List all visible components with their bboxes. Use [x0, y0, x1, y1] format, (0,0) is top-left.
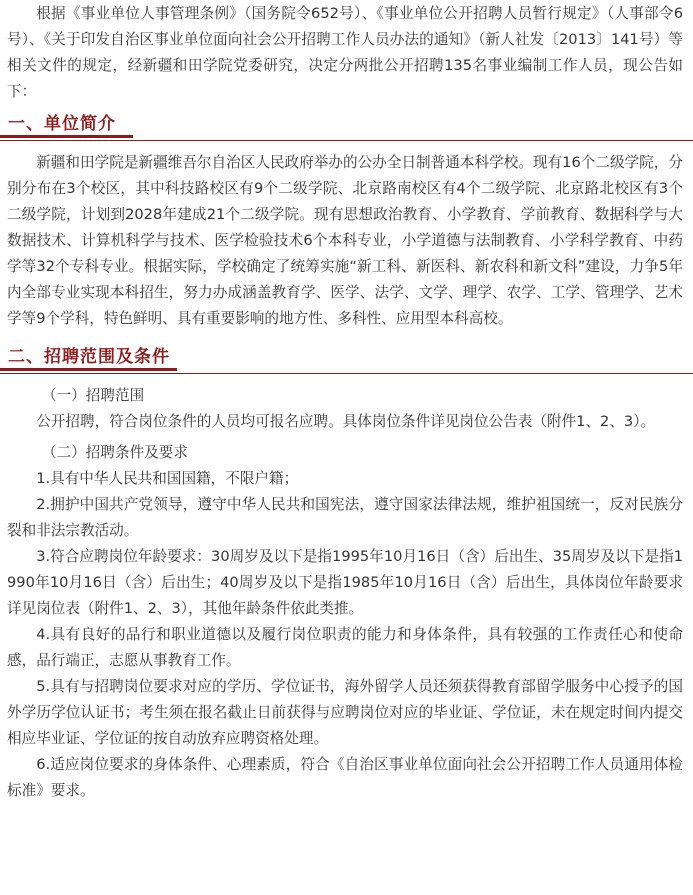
unit-intro-paragraph: 新疆和田学院是新疆维吾尔自治区人民政府举办的公办全日制普通本科学校。现有16个二级学院，分别分布在3个校区，其中科技路校区有9个二级学院、北京路南校区有4个二级学院、北京路北校区有3个二级学院，计划到2028年建成21个二级学院。现有思想政治教育、小学教育、学前教育、数据科学与大数据技术、计算机科学与技术、医学检验技术6个本科专业，小学道德与法制教育、小学科学教育、中药学等32个专科专业。根据实际，学校确定了统筹实施“新工科、新医科、新农科和新文科”建设，力争5年内全部专业实现本科招生，努力办成涵盖教育学、医学、法学、文学、理学、农学、工学、管理学、艺术学等9个学科，特色鲜明、具有重要影响的地方性、多科性、应用型本科高校。: [7, 154, 683, 327]
subsection-heading-conditions: （二）招聘条件及要求: [42, 444, 188, 461]
condition-item: 4.具有良好的品行和职业道德以及履行岗位职责的能力和身体条件，具有较强的工作责任心和使命感，品行端正，志愿从事教育工作。: [7, 626, 683, 669]
section-title-underline-bar: [0, 135, 133, 138]
intro-paragraph: 根据《事业单位人事管理条例》（国务院令652号）、《事业单位公开招聘人员暂行规定》（人事部令6号）、《关于印发自治区事业单位面向社会公开招聘工作人员办法的通知》（新人社发〔2013〕141号）等相关文件的规定，经新疆和田学院党委研究，决定分两批公开招聘135名事业编制工作人员，现公告如下：: [7, 5, 683, 100]
section-header-recruitment-scope: [0, 344, 693, 374]
section-title-unit-intro: 一、单位简介: [8, 114, 116, 134]
section-divider-rule: [0, 373, 693, 374]
condition-item: 5.具有与招聘岗位要求对应的学历、学位证书，海外留学人员还须获得教育部留学服务中心授予的国外学历学位认证书；考生须在报名截止日前获得与应聘岗位对应的毕业证、学位证，未在规定时间内提交相应毕业证、学位证的按自动放弃应聘资格处理。: [7, 678, 683, 747]
condition-item: 6.适应岗位要求的身体条件、心理素质，符合《自治区事业单位面向社会公开招聘工作人员通用体检标准》要求。: [7, 756, 683, 799]
condition-item: 1.具有中华人民共和国国籍，不限户籍；: [36, 470, 299, 487]
section-title-underline-bar: [0, 368, 177, 371]
section-divider-rule: [0, 140, 693, 141]
subsection-heading-scope: （一）招聘范围: [42, 387, 145, 404]
section-header-unit-intro: [0, 111, 693, 141]
scope-paragraph: 公开招聘，符合岗位条件的人员均可报名应聘。具体岗位条件详见岗位公告表（附件1、2、3）。: [36, 413, 656, 430]
section-title-recruitment-scope: 二、招聘范围及条件: [8, 347, 170, 367]
condition-item: 3.符合应聘岗位年龄要求：30周岁及以下是指1995年10月16日（含）后出生、35周岁及以下是指1990年10月16日（含）后出生；40周岁及以下是指1985年10月16日（含）后出生，具体岗位年龄要求详见岗位表（附件1、2、3），其他年龄条件依此类推。: [7, 548, 683, 617]
condition-item: 2.拥护中国共产党领导，遵守中华人民共和国宪法，遵守国家法律法规，维护祖国统一，反对民族分裂和非法宗教活动。: [7, 496, 683, 539]
